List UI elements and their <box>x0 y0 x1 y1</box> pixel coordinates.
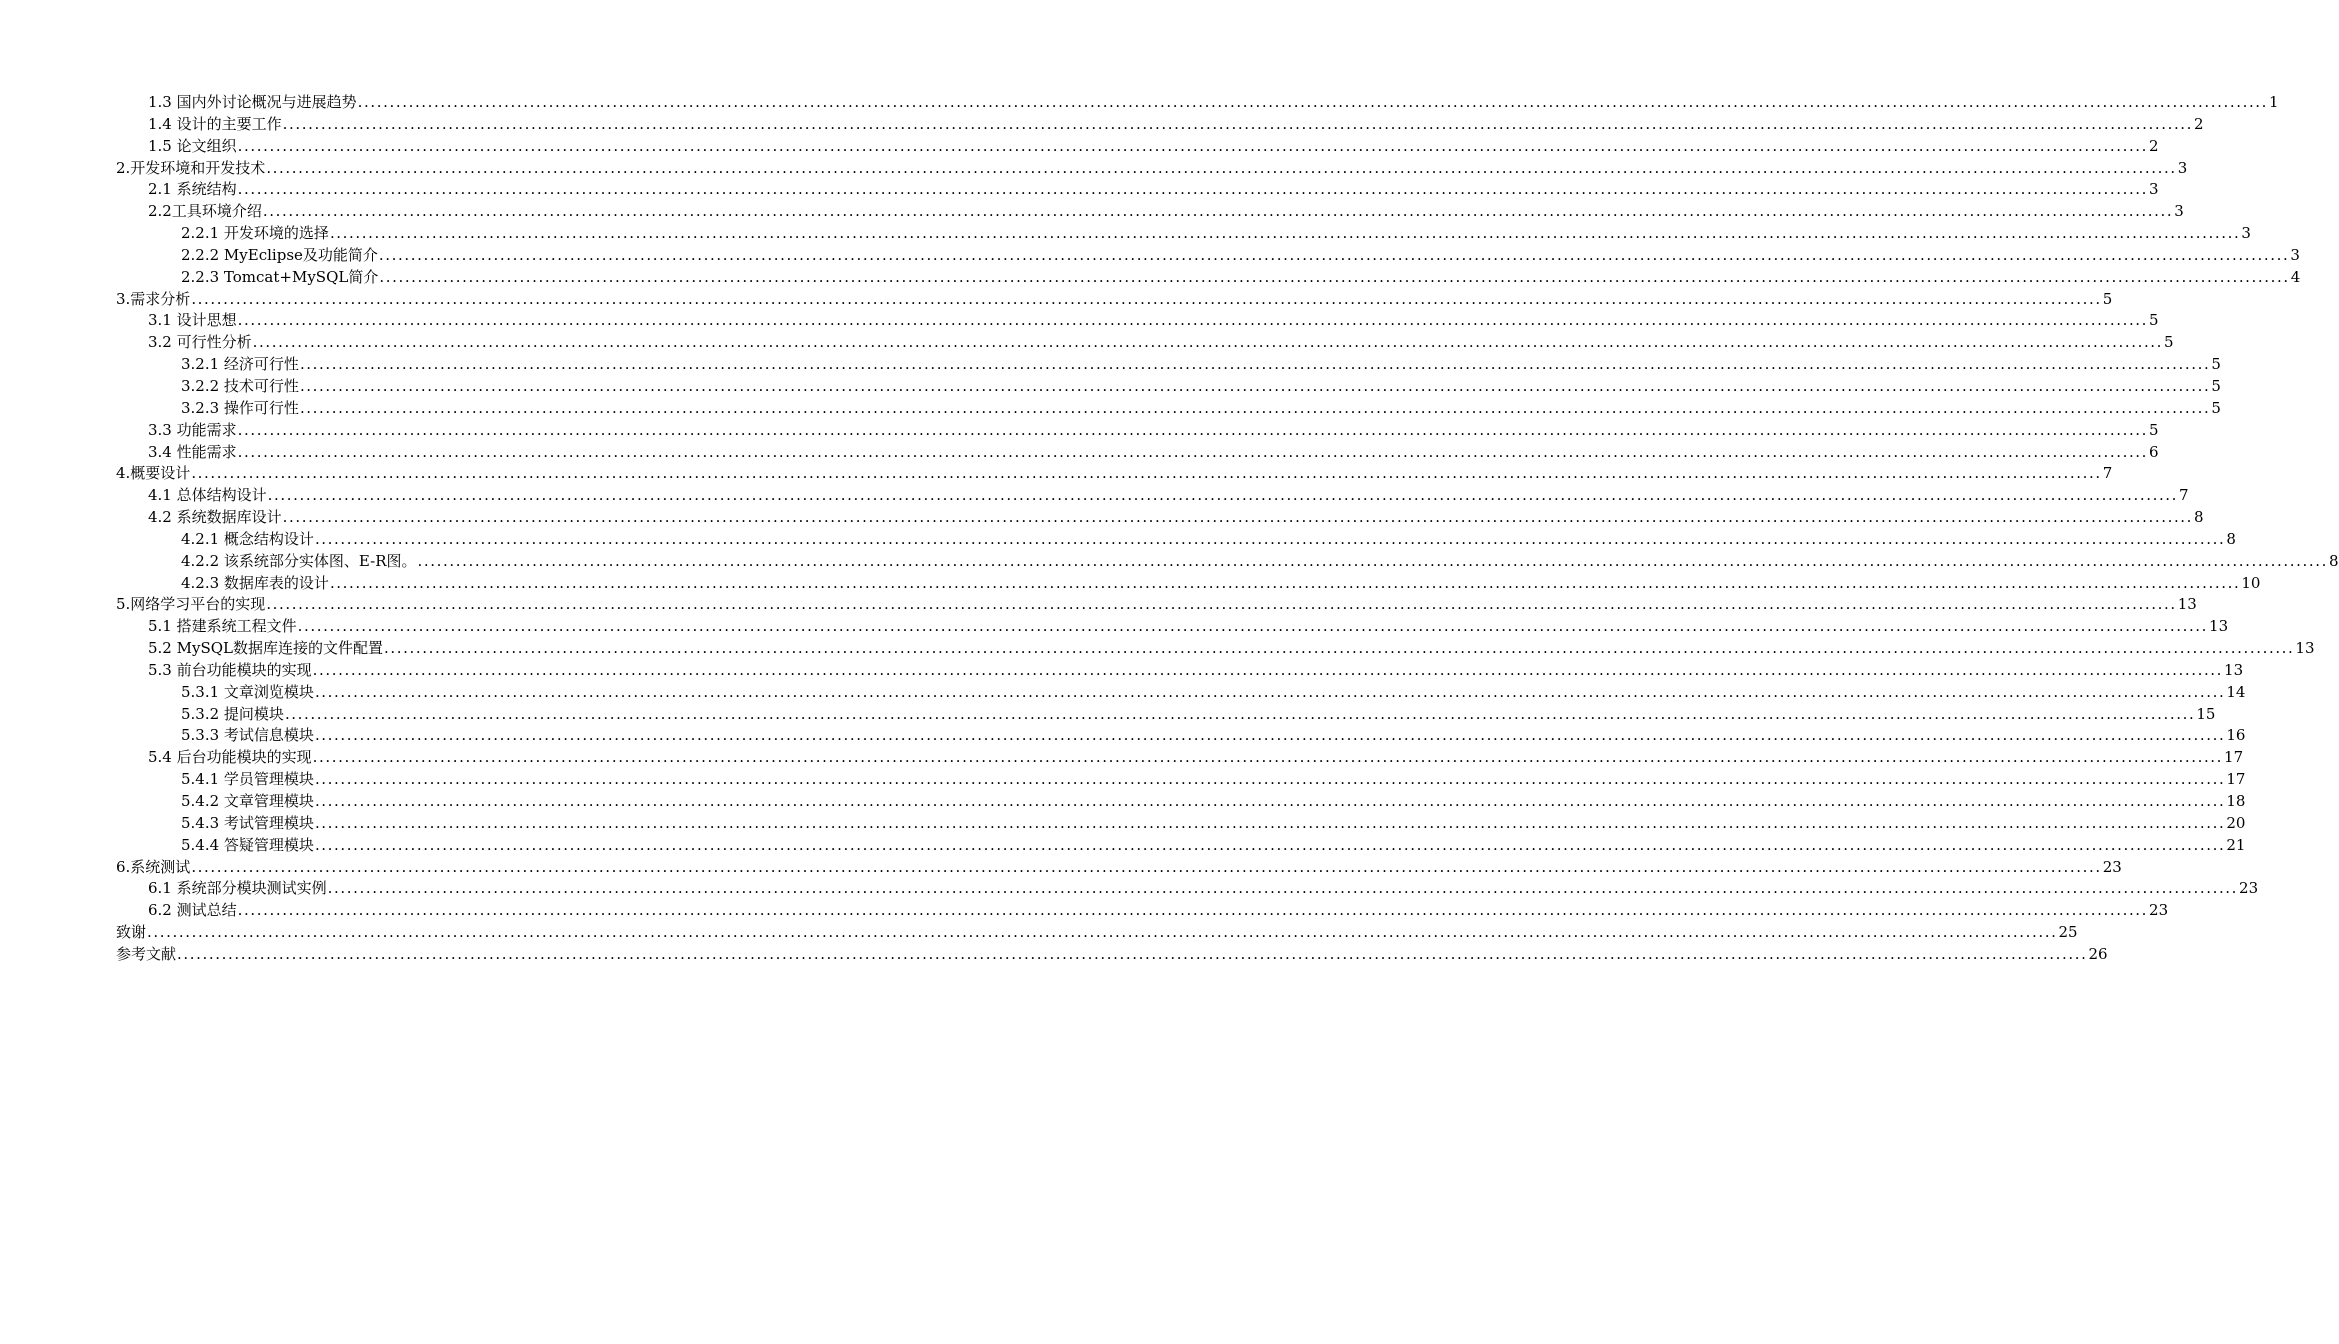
toc-page-number: 5 <box>2164 333 2174 352</box>
toc-leader-dots: ............................................................................................................................................................................................................................................................................................................ <box>237 180 2149 199</box>
toc-entry-title: 3.2 可行性分析 <box>148 333 252 352</box>
toc-page-number: 17 <box>2224 748 2244 767</box>
toc-entry-title: 6.系统测试 <box>116 857 191 876</box>
toc-entry-title: 5.3.2 提问模块 <box>181 704 284 723</box>
toc-leader-dots: ............................................................................................................................................................................................................................................................................................................ <box>329 573 2241 592</box>
toc-leader-dots: ............................................................................................................................................................................................................................................................................................................ <box>237 136 2149 155</box>
toc-entry[interactable] <box>116 420 2159 442</box>
toc-entry[interactable] <box>116 551 2339 573</box>
toc-entry[interactable] <box>116 725 2246 747</box>
toc-leader-dots: ............................................................................................................................................................................................................................................................................................................ <box>191 464 2102 483</box>
toc-page-number: 6 <box>2149 442 2159 461</box>
toc-leader-dots: ............................................................................................................................................................................................................................................................................................................ <box>284 704 2196 723</box>
toc-entry[interactable] <box>116 267 2301 289</box>
toc-entry-title: 1.5 论文组织 <box>148 136 237 155</box>
toc-leader-dots: ............................................................................................................................................................................................................................................................................................................ <box>266 595 2177 614</box>
toc-entry[interactable] <box>116 878 2259 900</box>
toc-entry[interactable] <box>116 442 2159 464</box>
toc-page-number: 3 <box>2177 158 2188 177</box>
toc-page-number: 13 <box>2209 617 2229 636</box>
toc-entry-title: 5.3.3 考试信息模块 <box>181 726 314 745</box>
toc-leader-dots: ............................................................................................................................................................................................................................................................................................................ <box>266 158 2177 177</box>
toc-page-number: 5 <box>2149 311 2159 330</box>
toc-entry[interactable] <box>116 857 2122 879</box>
toc-leader-dots: ............................................................................................................................................................................................................................................................................................................ <box>147 923 2058 942</box>
toc-entry[interactable] <box>116 158 2188 180</box>
toc-entry[interactable] <box>116 747 2244 769</box>
toc-page-number: 23 <box>2102 857 2122 876</box>
toc-entry[interactable] <box>116 398 2221 420</box>
toc-page-number: 3 <box>2241 224 2251 243</box>
toc-leader-dots: ............................................................................................................................................................................................................................................................................................................ <box>237 442 2149 461</box>
toc-leader-dots: ............................................................................................................................................................................................................................................................................................................ <box>282 114 2194 133</box>
toc-page-number: 8 <box>2328 551 2339 570</box>
toc-page-number: 5 <box>2102 289 2113 308</box>
toc-leader-dots: ............................................................................................................................................................................................................................................................................................................ <box>314 770 2226 789</box>
toc-page-number: 7 <box>2179 486 2189 505</box>
toc-page-number: 21 <box>2226 835 2246 854</box>
table-of-contents <box>116 92 2339 966</box>
toc-entry[interactable] <box>116 201 2184 223</box>
toc-leader-dots: ............................................................................................................................................................................................................................................................................................................ <box>177 944 2088 963</box>
toc-page-number: 23 <box>2149 901 2169 920</box>
toc-entry[interactable] <box>116 704 2216 726</box>
toc-leader-dots: ............................................................................................................................................................................................................................................................................................................ <box>299 376 2211 395</box>
toc-page-number: 20 <box>2226 813 2246 832</box>
toc-entry[interactable] <box>116 594 2197 616</box>
toc-leader-dots: ............................................................................................................................................................................................................................................................................................................ <box>378 245 2290 264</box>
toc-entry-title: 5.4.1 学员管理模块 <box>181 770 314 789</box>
toc-page-number: 2 <box>2149 136 2159 155</box>
toc-leader-dots: ............................................................................................................................................................................................................................................................................................................ <box>191 857 2102 876</box>
toc-page-number: 5 <box>2211 355 2221 374</box>
toc-entry[interactable] <box>116 354 2221 376</box>
toc-page-number: 13 <box>2177 595 2197 614</box>
toc-entry-title: 4.1 总体结构设计 <box>148 486 267 505</box>
toc-page-number: 3 <box>2174 202 2184 221</box>
toc-leader-dots: ............................................................................................................................................................................................................................................................................................................ <box>282 508 2194 527</box>
toc-entry[interactable] <box>116 485 2189 507</box>
toc-entry-title: 4.2 系统数据库设计 <box>148 508 282 527</box>
toc-entry[interactable] <box>116 310 2159 332</box>
toc-entry-title: 5.1 搭建系统工程文件 <box>148 617 297 636</box>
toc-page-number: 13 <box>2224 660 2244 679</box>
toc-page-number: 14 <box>2226 682 2246 701</box>
toc-entry[interactable] <box>116 835 2246 857</box>
toc-entry-title: 3.4 性能需求 <box>148 442 237 461</box>
toc-entry-title: 3.3 功能需求 <box>148 420 237 439</box>
toc-page-number: 13 <box>2295 639 2315 658</box>
toc-entry[interactable] <box>116 616 2229 638</box>
toc-page-number: 16 <box>2226 726 2246 745</box>
toc-entry[interactable] <box>116 179 2159 201</box>
toc-entry-title: 6.2 测试总结 <box>148 901 237 920</box>
toc-entry[interactable] <box>116 92 2279 114</box>
toc-entry-title: 1.3 国内外讨论概况与进展趋势 <box>148 93 357 111</box>
toc-page-number: 3 <box>2290 245 2300 264</box>
toc-entry[interactable] <box>116 769 2246 791</box>
toc-entry-title: 5.3.1 文章浏览模块 <box>181 682 314 701</box>
toc-leader-dots: ............................................................................................................................................................................................................................................................................................................ <box>191 289 2102 308</box>
toc-entry[interactable] <box>116 660 2244 682</box>
toc-leader-dots: ............................................................................................................................................................................................................................................................................................................ <box>314 792 2226 810</box>
toc-leader-dots: ............................................................................................................................................................................................................................................................................................................ <box>327 879 2239 898</box>
toc-entry-title: 4.概要设计 <box>116 464 191 483</box>
toc-entry[interactable] <box>116 529 2236 551</box>
toc-page-number: 15 <box>2196 704 2216 723</box>
toc-page-number: 5 <box>2149 420 2159 439</box>
toc-entry-title: 3.需求分析 <box>116 289 191 308</box>
toc-leader-dots: ............................................................................................................................................................................................................................................................................................................ <box>267 486 2179 505</box>
toc-leader-dots: ............................................................................................................................................................................................................................................................................................................ <box>417 551 2328 570</box>
toc-leader-dots: ............................................................................................................................................................................................................................................................................................................ <box>237 420 2149 439</box>
toc-leader-dots: ............................................................................................................................................................................................................................................................................................................ <box>299 355 2211 374</box>
toc-entry[interactable] <box>116 791 2246 813</box>
toc-entry[interactable] <box>116 944 2108 966</box>
toc-page-number: 8 <box>2226 529 2236 548</box>
toc-leader-dots: ............................................................................................................................................................................................................................................................................................................ <box>314 529 2226 548</box>
toc-entry-title: 1.4 设计的主要工作 <box>148 114 282 133</box>
toc-entry-title: 5.2 MySQL数据库连接的文件配置 <box>148 639 383 658</box>
toc-leader-dots: ............................................................................................................................................................................................................................................................................................................ <box>297 617 2209 636</box>
toc-leader-dots: ............................................................................................................................................................................................................................................................................................................ <box>299 398 2211 417</box>
toc-entry-title: 2.2工具环境介绍 <box>148 202 262 221</box>
toc-page-number: 25 <box>2058 923 2078 942</box>
toc-page-number: 8 <box>2194 508 2204 527</box>
toc-page-number: 1 <box>2269 93 2279 111</box>
toc-entry-title: 3.1 设计思想 <box>148 311 237 330</box>
toc-entry-title: 2.2.1 开发环境的选择 <box>181 224 329 243</box>
toc-entry[interactable] <box>116 136 2159 158</box>
toc-leader-dots: ............................................................................................................................................................................................................................................................................................................ <box>262 202 2174 221</box>
toc-entry-title: 4.2.2 该系统部分实体图、E-R图。 <box>181 551 417 570</box>
toc-page-number: 10 <box>2241 573 2261 592</box>
toc-page-number: 18 <box>2226 792 2246 810</box>
toc-page-number: 26 <box>2088 944 2108 963</box>
toc-leader-dots: ............................................................................................................................................................................................................................................................................................................ <box>314 726 2226 745</box>
toc-leader-dots: ............................................................................................................................................................................................................................................................................................................ <box>312 660 2224 679</box>
toc-entry[interactable] <box>116 922 2078 944</box>
toc-entry[interactable] <box>116 245 2300 267</box>
toc-entry-title: 4.2.1 概念结构设计 <box>181 529 314 548</box>
toc-leader-dots: ............................................................................................................................................................................................................................................................................................................ <box>314 835 2226 854</box>
toc-entry-title: 5.4 后台功能模块的实现 <box>148 748 312 767</box>
toc-leader-dots: ............................................................................................................................................................................................................................................................................................................ <box>312 748 2224 767</box>
toc-leader-dots: ............................................................................................................................................................................................................................................................................................................ <box>237 311 2149 330</box>
toc-entry-title: 致谢 <box>116 923 147 942</box>
toc-entry-title: 3.2.2 技术可行性 <box>181 376 299 395</box>
toc-entry-title: 2.2.2 MyEclipse及功能简介 <box>181 245 378 264</box>
toc-entry[interactable] <box>116 638 2315 660</box>
toc-leader-dots: ............................................................................................................................................................................................................................................................................................................ <box>357 93 2269 111</box>
toc-entry-title: 5.4.3 考试管理模块 <box>181 813 314 832</box>
toc-entry-title: 2.开发环境和开发技术 <box>116 158 266 177</box>
toc-entry-title: 3.2.3 操作可行性 <box>181 398 299 417</box>
toc-entry[interactable] <box>116 573 2261 595</box>
toc-entry-title: 2.1 系统结构 <box>148 180 237 199</box>
toc-entry[interactable] <box>116 682 2246 704</box>
toc-entry[interactable] <box>116 332 2174 354</box>
toc-entry-title: 5.4.4 答疑管理模块 <box>181 835 314 854</box>
toc-leader-dots: ............................................................................................................................................................................................................................................................................................................ <box>237 901 2149 920</box>
toc-entry-title: 4.2.3 数据库表的设计 <box>181 573 329 592</box>
toc-entry-title: 5.网络学习平台的实现 <box>116 595 266 614</box>
toc-page-number: 2 <box>2194 114 2204 133</box>
toc-page-number: 17 <box>2226 770 2246 789</box>
toc-entry[interactable] <box>116 900 2169 922</box>
toc-entry[interactable] <box>116 223 2251 245</box>
toc-leader-dots: ............................................................................................................................................................................................................................................................................................................ <box>329 224 2241 243</box>
toc-entry-title: 6.1 系统部分模块测试实例 <box>148 879 327 898</box>
toc-leader-dots: ............................................................................................................................................................................................................................................................................................................ <box>314 813 2226 832</box>
toc-entry[interactable] <box>116 813 2246 835</box>
toc-entry[interactable] <box>116 114 2204 136</box>
toc-leader-dots: ............................................................................................................................................................................................................................................................................................................ <box>314 682 2226 701</box>
toc-page-number: 23 <box>2239 879 2259 898</box>
toc-leader-dots: ............................................................................................................................................................................................................................................................................................................ <box>379 267 2290 286</box>
toc-entry[interactable] <box>116 507 2204 529</box>
toc-entry-title: 5.4.2 文章管理模块 <box>181 792 314 810</box>
toc-page-number: 3 <box>2149 180 2159 199</box>
toc-page-number: 7 <box>2102 464 2113 483</box>
toc-entry[interactable] <box>116 376 2221 398</box>
toc-entry[interactable] <box>116 463 2113 485</box>
toc-page-number: 5 <box>2211 398 2221 417</box>
toc-entry[interactable] <box>116 289 2113 311</box>
toc-entry-title: 5.3 前台功能模块的实现 <box>148 660 312 679</box>
toc-entry-title: 2.2.3 Tomcat+MySQL简介 <box>181 267 379 286</box>
toc-entry-title: 参考文献 <box>116 944 177 963</box>
toc-entry-title: 3.2.1 经济可行性 <box>181 355 299 374</box>
toc-leader-dots: ............................................................................................................................................................................................................................................................................................................ <box>384 639 2295 658</box>
toc-page-number: 5 <box>2211 376 2221 395</box>
toc-leader-dots: ............................................................................................................................................................................................................................................................................................................ <box>252 333 2164 352</box>
toc-page-number: 4 <box>2290 267 2301 286</box>
